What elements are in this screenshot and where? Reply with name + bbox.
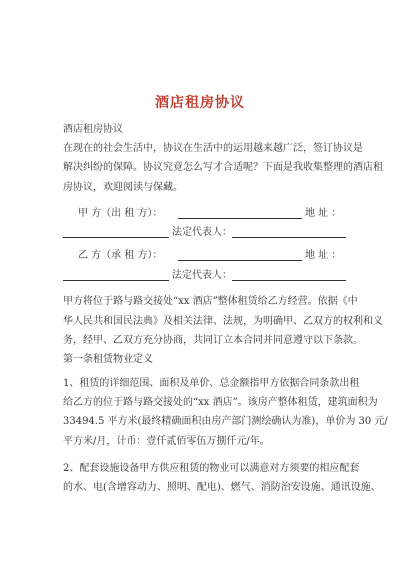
party-b-rep-underline bbox=[232, 270, 346, 281]
clause2-line-2: 的水、电(含增容动力、照明、配电)、燃气、消防治安设施、通讯设施、 bbox=[63, 482, 381, 493]
party-a-address-underline bbox=[63, 227, 169, 238]
party-a-rep-underline bbox=[232, 227, 346, 238]
preamble-line-2: 华人民共和国民法典》及相关法律、法规，为明确甲、乙双方的权利和义 bbox=[63, 316, 383, 327]
clause2-line-1: 2、配套设施设备甲方供应租赁的物业可以满意对方须要的相应配套 bbox=[63, 463, 360, 474]
intro-line-1: 在现在的社会生活中，协议在生活中的运用越来越广泛，签订协议是 bbox=[63, 143, 363, 154]
party-a-label: 甲 方（出 租 方）： bbox=[78, 208, 163, 219]
intro-line-2: 解决纠纷的保障。协议究竟怎么写才合适呢？下面是我收集整理的酒店租 bbox=[63, 162, 383, 173]
document-title: 酒店租房协议 bbox=[155, 95, 245, 111]
document-subtitle: 酒店租房协议 bbox=[63, 124, 123, 135]
preamble-line-1: 甲方将位于路与路交接处“xx 酒店”整体租赁给乙方经营。依据《中 bbox=[63, 296, 358, 307]
party-b-address-label: 地 址 ： bbox=[305, 250, 342, 261]
article1-title: 第一条租赁物业定义 bbox=[63, 354, 153, 365]
party-b-label: 乙 方（承 租 方）： bbox=[78, 250, 163, 261]
party-b-rep-label: 法定代表人： bbox=[172, 270, 232, 281]
clause1-line-4: 平方米/月，计币：壹仟贰佰零伍万捌仟元/年。 bbox=[63, 436, 270, 447]
clause1-line-3: 33494.5 平方米(最终精确面积由房产部门测绘确认为准)，单价为 30 元/ bbox=[63, 416, 388, 427]
preamble-line-3: 务，经甲、乙双方充分协商，共同订立本合同并同意遵守以下条款。 bbox=[63, 335, 363, 346]
party-a-address-label: 地 址 ： bbox=[305, 208, 342, 219]
clause1-line-1: 1、租赁的详细范围、面积及单价、总金额指甲方依据合同条款出租 bbox=[63, 378, 360, 389]
clause1-line-2: 给乙方的位于路与路交接处的“xx 酒店”。该房产整体租赁，建筑面积为 bbox=[63, 397, 378, 408]
intro-line-3: 房协议，欢迎阅读与保藏。 bbox=[63, 182, 183, 193]
party-b-name-underline bbox=[178, 250, 302, 261]
party-a-name-underline bbox=[178, 208, 302, 219]
party-a-rep-label: 法定代表人： bbox=[172, 227, 232, 238]
party-b-address-underline bbox=[63, 270, 169, 281]
